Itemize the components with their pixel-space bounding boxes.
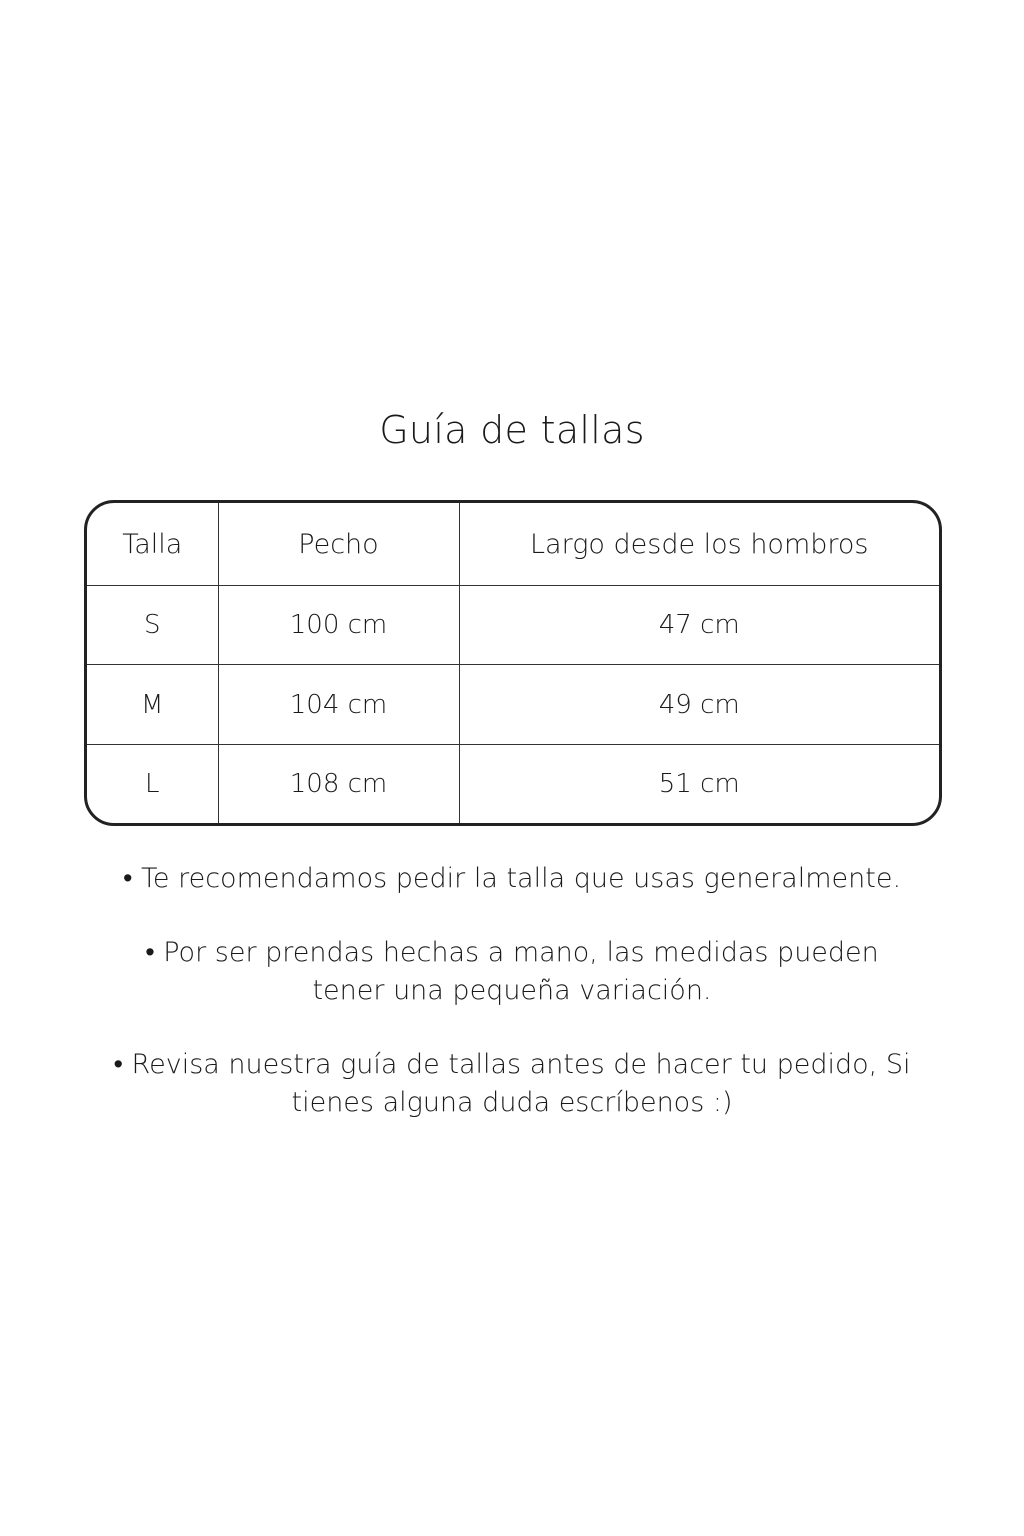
page-title: Guía de tallas	[379, 408, 645, 452]
size-table	[84, 500, 942, 826]
header-talla: Talla	[87, 503, 218, 586]
chest-cell: 104 cm	[218, 665, 459, 744]
note-item: • Te recomendamos pedir la talla que usas generalmente.	[122, 863, 902, 894]
note-item: • Por ser prendas hechas a mano, las medidas pueden tener una pequeña variación.	[145, 937, 879, 1006]
table-row	[87, 744, 939, 823]
length-cell: 47 cm	[459, 586, 939, 665]
chest-cell: 100 cm	[218, 586, 459, 665]
length-cell: 49 cm	[459, 665, 939, 744]
chest-cell: 108 cm	[218, 744, 459, 823]
size-cell: L	[87, 744, 218, 823]
size-cell: S	[87, 586, 218, 665]
table-row	[87, 586, 939, 665]
notes-section	[80, 860, 944, 1158]
header-pecho: Pecho	[218, 503, 459, 586]
note-item: • Revisa nuestra guía de tallas antes de hacer tu pedido, Si tienes alguna duda escríbenos :)	[113, 1049, 911, 1118]
table-header-row	[87, 503, 939, 586]
header-largo: Largo desde los hombros	[459, 503, 939, 586]
table-row	[87, 665, 939, 744]
length-cell: 51 cm	[658, 768, 740, 799]
size-cell: M	[87, 665, 218, 744]
